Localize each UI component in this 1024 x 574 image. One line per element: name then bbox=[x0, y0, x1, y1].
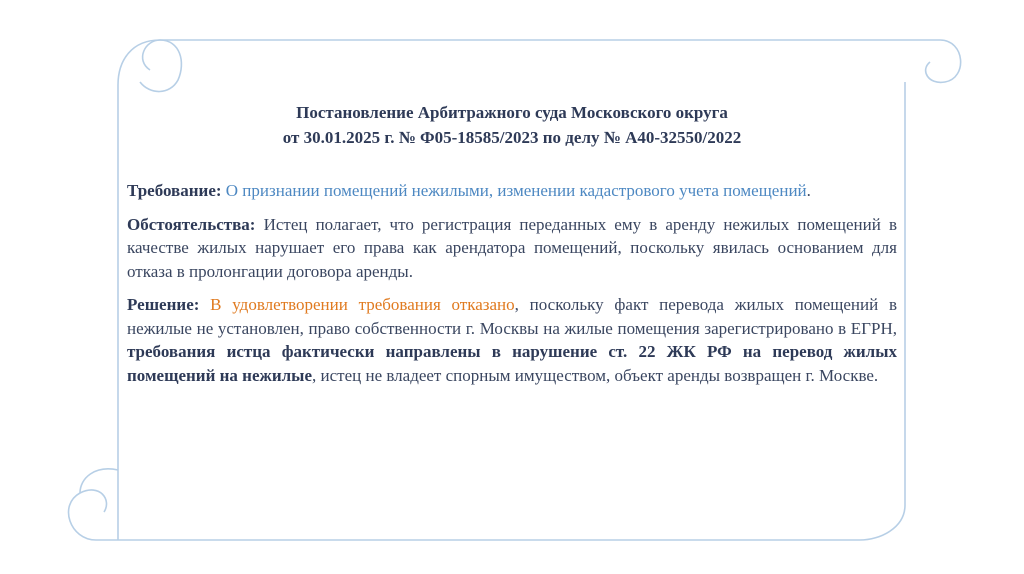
requirement-paragraph bbox=[127, 179, 897, 203]
decision-label: Решение: bbox=[127, 295, 200, 314]
requirement-text: О признании помещений нежилыми, изменении кадастрового учета помещений bbox=[225, 181, 807, 200]
title-line-2: от 30.01.2025 г. № Ф05-18585/2023 по делу № А40-32550/2022 bbox=[282, 128, 742, 147]
decision-highlight: В удовлетворении требования отказано bbox=[210, 295, 515, 314]
decision-text-2: , истец не владеет спорным имуществом, объект аренды возвращен г. Москве. bbox=[312, 365, 879, 385]
decision-bold: требования истца фактически направлены в нарушение ст. 22 ЖК РФ на перевод жилых помещений на нежилые bbox=[127, 342, 897, 385]
circumstances-paragraph bbox=[127, 213, 897, 284]
requirement-end: . bbox=[806, 181, 811, 200]
document-body bbox=[127, 100, 897, 397]
title-line-1: Постановление Арбитражного суда Московского округа bbox=[296, 103, 728, 122]
circumstances-label: Обстоятельства: bbox=[127, 214, 256, 234]
decision-text-1: , поскольку факт перевода жилых помещений в нежилые не установлен, право собственности г. Москвы на жилые помещения зарегистрировано в ЕГРН, bbox=[127, 295, 897, 338]
requirement-label: Требование: bbox=[127, 181, 222, 200]
circumstances-text: Истец полагает, что регистрация переданных ему в аренду нежилых помещений в качестве жилых нарушает его права как арендатора помещений, поскольку явилась основанием для отказа в пролонгации договора аренды. bbox=[127, 214, 897, 281]
decision-paragraph bbox=[127, 293, 897, 387]
page-title bbox=[127, 100, 897, 150]
